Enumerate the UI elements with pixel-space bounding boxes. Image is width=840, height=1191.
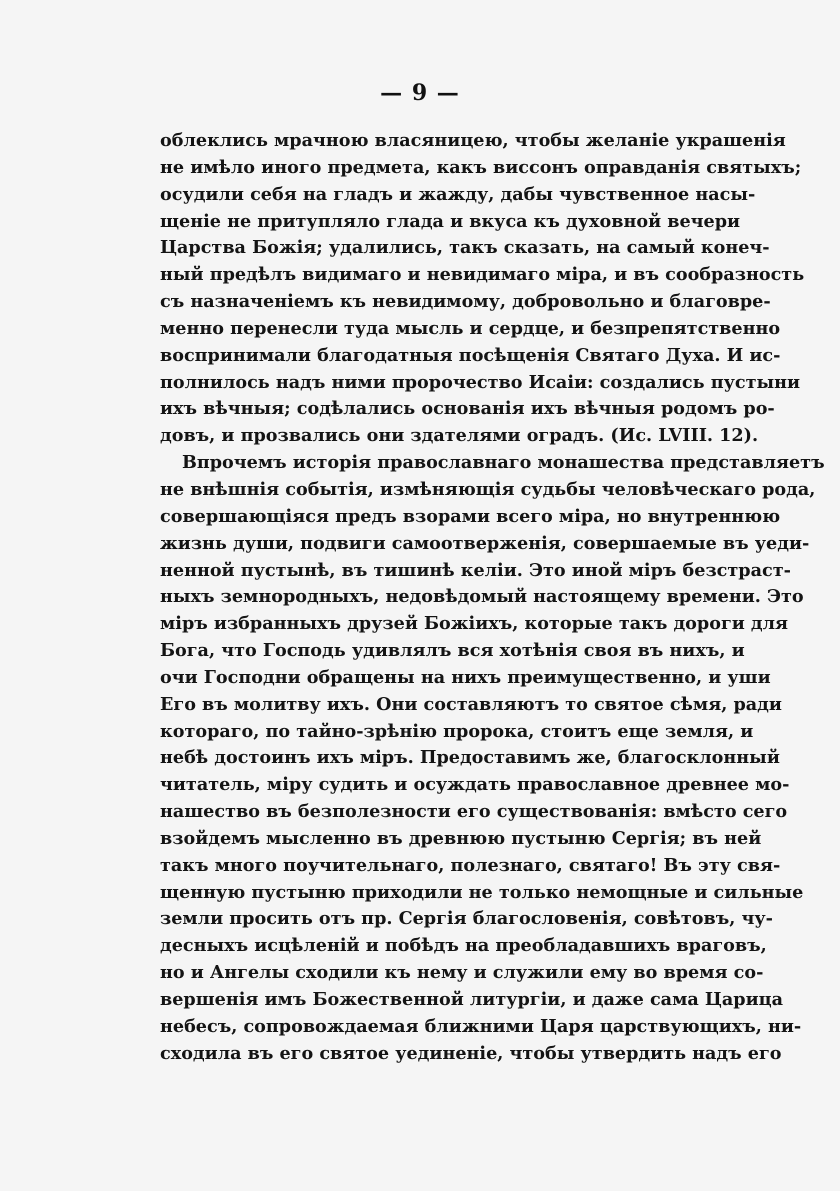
text-line: воспринимали благодатныя посѣщенія Святаго Духа. И ис- bbox=[160, 344, 781, 366]
body-text bbox=[160, 128, 825, 1068]
text-line: ненной пустынѣ, въ тишинѣ келіи. Это иной міръ безстраст- bbox=[160, 559, 791, 581]
text-line: совершающіяся предъ взорами всего міра, но внутреннюю bbox=[160, 505, 781, 527]
text-line: Впрочемъ исторія православнаго монашества представляетъ bbox=[182, 452, 825, 474]
text-line: котораго, по тайно-зрѣнію пророка, стоитъ еще земля, и bbox=[160, 720, 754, 742]
text-line: вершенія имъ Божественной литургіи, и даже сама Царица bbox=[160, 989, 784, 1010]
text-line: такъ много поучительнаго, полезнаго, святаго! Въ эту свя- bbox=[160, 854, 781, 876]
page-number: — 9 — bbox=[380, 80, 460, 106]
text-line: менно перенесли туда мысль и сердце, и безпрепятственно bbox=[160, 317, 781, 339]
text-line: довъ, и прозвались они здателями оградъ. (Ис. LVIII. 12). bbox=[160, 425, 759, 447]
text-line: щенную пустыню приходили не только немощные и сильные bbox=[160, 881, 804, 903]
text-line: небесъ, сопровождаемая ближними Царя царствующихъ, ни- bbox=[160, 1015, 802, 1037]
text-line: ихъ вѣчныя; содѣлались основанія ихъ вѣчныя родомъ ро- bbox=[160, 398, 775, 420]
text-line: облеклись мрачною власяницею, чтобы желаніе украшенія bbox=[160, 130, 786, 151]
paragraph-2 bbox=[160, 450, 825, 1067]
text-line: взойдемъ мысленно въ древнюю пустыню Сергія; въ ней bbox=[160, 827, 762, 849]
text-line: полнилось надъ ними пророчество Исаіи: создались пустыни bbox=[160, 371, 801, 393]
text-line: съ назначеніемъ къ невидимому, добровольно и благовре- bbox=[160, 291, 771, 313]
text-line: земли просить отъ пр. Сергія благословенія, совѣтовъ, чу- bbox=[160, 908, 773, 930]
text-line: нашество въ безполезности его существованія: вмѣсто сего bbox=[160, 801, 788, 823]
paragraph-1 bbox=[160, 128, 805, 450]
text-line: сходила въ его святое уединеніе, чтобы утвердить надъ его bbox=[160, 1042, 782, 1064]
text-line: Его въ молитву ихъ. Они составляютъ то святое сѣмя, ради bbox=[160, 693, 782, 715]
text-line: щеніе не притупляло глада и вкуса къ духовной вечери bbox=[160, 210, 741, 232]
text-line: Бога, что Господь удивлялъ вся хотѣнія своя въ нихъ, и bbox=[160, 640, 745, 662]
text-line: очи Господни обращены на нихъ преимущественно, и уши bbox=[160, 666, 771, 688]
text-line: осудили себя на гладъ и жажду, дабы чувственное насы- bbox=[160, 183, 756, 205]
text-line: не внѣшнія событія, измѣняющія судьбы человѣческаго рода, bbox=[160, 478, 816, 500]
text-line: но и Ангелы сходили къ нему и служили ему во время со- bbox=[160, 962, 764, 984]
text-line: читатель, міру судить и осуждать православное древнее мо- bbox=[160, 774, 790, 796]
text-line: не имѣло иного предмета, какъ виссонъ оправданія святыхъ; bbox=[160, 156, 802, 178]
text-line: десныхъ исцѣленій и побѣдъ на преобладавшихъ враговъ, bbox=[160, 935, 767, 957]
text-line: ныхъ земнородныхъ, недовѣдомый настоящему времени. Это bbox=[160, 586, 804, 608]
text-line: Царства Божія; удалились, такъ сказать, на самый конеч- bbox=[160, 237, 770, 259]
text-line: небѣ достоинъ ихъ міръ. Предоставимъ же, благосклонный bbox=[160, 747, 780, 769]
text-line: жизнь души, подвиги самоотверженія, совершаемые въ уеди- bbox=[160, 532, 810, 554]
text-line: ный предѣлъ видимаго и невидимаго міра, и въ сообразность bbox=[160, 264, 805, 286]
text-line: міръ избранныхъ друзей Божіихъ, которые такъ дороги для bbox=[160, 613, 789, 635]
